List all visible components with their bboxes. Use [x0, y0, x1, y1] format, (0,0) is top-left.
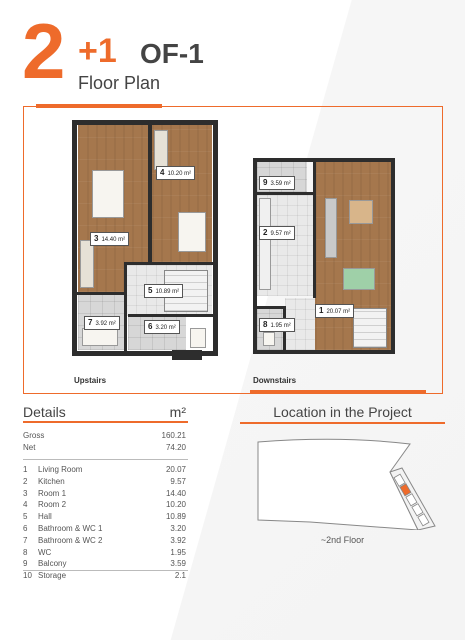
wall: [72, 120, 77, 356]
room-number: 7: [23, 535, 28, 545]
wall: [124, 262, 127, 356]
wall: [72, 120, 218, 125]
room-area: 20.07: [165, 465, 186, 474]
wall: [213, 120, 218, 356]
room-9-area: 3.59 m²: [270, 181, 291, 187]
details-row: [23, 548, 188, 559]
wall: [253, 158, 395, 162]
header: [22, 7, 272, 98]
room-4-number: 4: [160, 168, 165, 177]
room-7-number: 7: [88, 318, 93, 327]
room-area: 14.40: [165, 488, 186, 498]
wall: [128, 314, 214, 317]
room-2-area: 9.57 m²: [270, 231, 291, 237]
room-8-tag: [259, 318, 295, 332]
room-1-area: 20.07 m²: [326, 309, 351, 315]
room-number: 1: [23, 465, 28, 474]
room-number: 9: [23, 559, 28, 569]
floor-caption: ~2nd Floor: [320, 535, 365, 545]
details-row: [23, 571, 188, 582]
room-9-number: 9: [263, 178, 268, 187]
upstairs-plan: [72, 120, 218, 356]
bed-2: [178, 212, 206, 252]
gross-label: Gross: [23, 431, 45, 440]
room-6-tag: [144, 320, 180, 334]
room-number: 10: [23, 571, 32, 581]
details-row: [23, 477, 188, 488]
wall: [124, 262, 218, 265]
room-area: 1.95: [170, 547, 186, 557]
room-name: WC: [38, 547, 52, 557]
details-row: [23, 500, 188, 511]
room-number: 4: [23, 500, 28, 510]
wall: [253, 350, 395, 354]
building-outline: [258, 439, 418, 530]
net-label: Net: [23, 443, 36, 452]
room-3-area: 14.40 m²: [101, 237, 126, 243]
details-title: Details: [23, 404, 66, 420]
room-name: Living Room: [38, 465, 83, 474]
room-name: Room 2: [38, 500, 67, 510]
room-9-tag: [259, 176, 295, 190]
desk-1: [154, 130, 168, 170]
details-row: [23, 465, 188, 476]
details-row: [23, 489, 188, 500]
dining-table: [343, 268, 375, 290]
room-6-area: 3.20 m²: [155, 325, 176, 331]
room-area: 3.59: [170, 559, 186, 569]
room-name: Bathroom & WC 2: [38, 535, 103, 545]
downstairs-plan: [253, 158, 395, 354]
details-unit: m²: [169, 404, 186, 420]
wall: [172, 350, 202, 360]
of-label: OF-1: [140, 38, 204, 69]
room-7-tag: [84, 316, 120, 330]
bathtub-1: [82, 328, 118, 346]
room-area: 10.89: [165, 512, 186, 522]
details-separator: [23, 459, 188, 460]
downstairs-label: Downstairs: [253, 376, 297, 385]
room-1-number: 1: [319, 306, 324, 315]
details-row: [23, 536, 188, 547]
details-row: [23, 524, 188, 535]
room-number: 3: [23, 488, 28, 498]
details-row: [23, 559, 188, 570]
room-area: 9.57: [170, 476, 186, 486]
room-area: 2.1: [174, 571, 186, 581]
room-number: 2: [23, 476, 28, 486]
plus-one-label: +1: [78, 32, 117, 70]
frame-accent-bar: [250, 390, 426, 393]
wall: [72, 292, 124, 295]
wall: [253, 158, 257, 354]
room-name: Balcony: [38, 559, 67, 569]
wall: [253, 306, 285, 309]
room-number: 5: [23, 512, 28, 522]
room-1-tag: [315, 304, 354, 318]
room-5-tag: [144, 284, 183, 298]
room-3-number: 3: [94, 234, 99, 243]
room-name: Storage: [38, 571, 67, 581]
room-number: 6: [23, 524, 28, 533]
location-map: [240, 430, 445, 530]
wall: [313, 158, 316, 298]
room-5-number: 5: [148, 286, 153, 295]
gross-value: 160.21: [161, 431, 186, 440]
toilet: [263, 332, 275, 346]
room-2-tag: [259, 226, 295, 240]
room-area: 3.92: [170, 535, 186, 545]
location-title: Location in the Project: [273, 404, 412, 420]
room-5-area: 10.89 m²: [155, 289, 180, 295]
details-row: [23, 512, 188, 523]
sofa: [325, 198, 337, 258]
room-area: 3.20: [170, 524, 186, 533]
wall: [148, 120, 152, 262]
room-2-number: 2: [263, 228, 268, 237]
details-underline: [23, 421, 188, 423]
room-number: 8: [23, 547, 28, 557]
room-8-number: 8: [263, 320, 268, 329]
net-value: 74.20: [165, 443, 186, 452]
room-4-area: 10.20 m²: [167, 171, 192, 177]
wardrobe-1: [80, 240, 94, 288]
room-area: 10.20: [165, 500, 186, 510]
room-8-area: 1.95 m²: [270, 323, 291, 329]
net-row: [23, 443, 188, 454]
sink-1: [190, 328, 206, 348]
room-7-area: 3.92 m²: [95, 321, 116, 327]
room-name: Room 1: [38, 488, 67, 498]
gross-row: [23, 431, 188, 442]
wall: [253, 192, 313, 195]
room-3-tag: [90, 232, 129, 246]
upstairs-label: Upstairs: [74, 376, 107, 385]
room-4-tag: [156, 166, 195, 180]
room-6-number: 6: [148, 322, 153, 331]
wall: [391, 158, 395, 354]
page-title: Floor Plan: [78, 73, 161, 93]
downstairs-staircase: [353, 308, 387, 348]
room-name: Bathroom & WC 1: [38, 524, 103, 533]
coffee-table: [349, 200, 373, 224]
room-name: Kitchen: [38, 476, 65, 486]
location-underline: [240, 422, 445, 424]
bed-1: [92, 170, 124, 218]
room-name: Hall: [38, 512, 52, 522]
kitchen-counter: [259, 198, 271, 290]
big-number: 2: [22, 7, 66, 95]
